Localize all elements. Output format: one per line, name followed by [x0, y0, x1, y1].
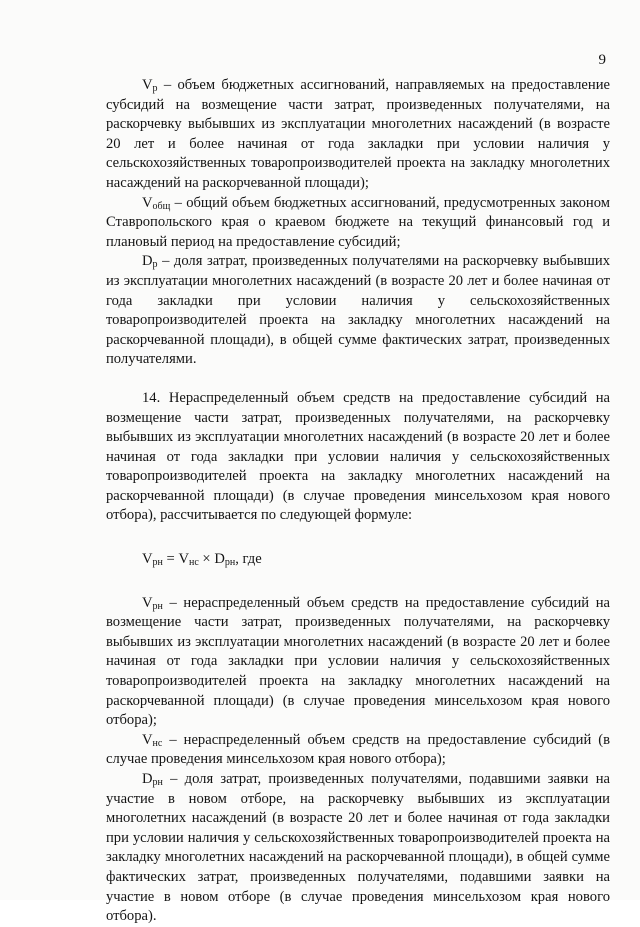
- variable-subscript: рн: [152, 600, 163, 612]
- definition-text: – объем бюджетных ассигнований, направляемых на предоставление субсидий на возмещение части затрат, произведенных получателями, на раскорчевку выбывших из эксплуатации многолетних насаждений (в возрасте 20 лет и более начиная от года закладки при условии наличия у сельскохозяйственных товаропроизводителей проекта на закладку многолетних насаждений на раскорчеванной площади);: [106, 77, 610, 191]
- definition-vrn: [106, 594, 610, 731]
- formula-term1-symbol: V: [178, 551, 189, 568]
- definition-vns: [106, 731, 610, 770]
- variable-subscript: р: [152, 83, 158, 94]
- variable-symbol: D: [142, 253, 153, 270]
- formula-term2-subscript: рн: [224, 557, 236, 569]
- definition-vr: [106, 76, 610, 194]
- definition-dr: [106, 252, 610, 370]
- variable-subscript: р: [152, 259, 158, 271]
- formula-term1-subscript: нс: [188, 557, 199, 569]
- formula-times: ×: [198, 551, 215, 568]
- variable-subscript: рн: [152, 777, 163, 788]
- spacer: [106, 570, 610, 594]
- variable-subscript: общ: [152, 200, 171, 212]
- formula: [106, 550, 610, 570]
- formula-tail: , где: [235, 551, 262, 568]
- definition-text: – нераспределенный объем средств на предоставление субсидий на возмещение части затрат, произведенных получателями, на раскорчевку выбывших из эксплуатации многолетних насаждений (в возрасте 20 лет и более начиная от года закладки при условии наличия у сельскохозяйственных товаропроизводителей проекта на закладку многолетних насаждений на раскорчеванной площади) (в случае проведения минсельхозом края нового отбора);: [106, 594, 610, 729]
- definition-text: – доля затрат, произведенных получателями, подавшими заявки на участие в новом отборе, на раскорчевку выбывших из эксплуатации многолетних насаждений (в возрасте 20 лет и более начиная от года закладки при условии наличия у сельскохозяйственных товаропроизводителей проекта на закладку многолетних насаждений на раскорчеванной площади), в общей сумме фактических затрат, произведенных получателями, подавшими заявки на участие в новом отборе (в случае проведения минсельхозом края нового отбора).: [106, 771, 610, 925]
- formula-equals: =: [162, 551, 179, 568]
- definition-text: – общий объем бюджетных ассигнований, предусмотренных законом Ставропольского края о краевом бюджете на текущий финансовый год и плановый период на предоставление субсидий;: [106, 194, 610, 250]
- spacer: [106, 526, 610, 550]
- variable-symbol: V: [142, 731, 153, 748]
- formula-lhs-symbol: V: [142, 551, 153, 568]
- variable-symbol: D: [142, 771, 153, 787]
- page-number: 9: [598, 52, 606, 68]
- formula-term2-symbol: D: [214, 551, 225, 568]
- variable-symbol: V: [142, 594, 153, 611]
- variable-symbol: V: [142, 77, 153, 93]
- clause-14: 14. Нераспределенный объем средств на предоставление субсидий на возмещение части затрат, произведенных получателями, на раскорчевку выбывших из эксплуатации многолетних насаждений (в возрасте 20 лет и более начиная от года закладки при условии наличия у сельскохозяйственных товаропроизводителей проекта на закладку многолетних насаждений на раскорчеванной площади) (в случае проведения минсельхозом края нового отбора), рассчитывается по следующей формуле:: [106, 389, 610, 524]
- spacer: [106, 370, 610, 389]
- definition-drn: [106, 770, 610, 927]
- formula-lhs-subscript: рн: [152, 557, 163, 569]
- definition-text: – доля затрат, произведенных получателями на раскорчевку выбывших из эксплуатации многолетних насаждений (в возрасте 20 лет и более начиная от года закладки при условии наличия у сельскохозяйственных товаропроизводителей проекта на закладку многолетних насаждений на раскорчеванной площади), в общей сумме фактических затрат, произведенных получателями.: [106, 253, 610, 368]
- definition-text: – нераспределенный объем средств на предоставление субсидий (в случае проведения минсельхозом края нового отбора);: [106, 731, 610, 768]
- variable-symbol: V: [142, 194, 153, 211]
- document-body: [106, 76, 610, 927]
- definition-vobsh: [106, 194, 610, 253]
- variable-subscript: нс: [152, 737, 163, 749]
